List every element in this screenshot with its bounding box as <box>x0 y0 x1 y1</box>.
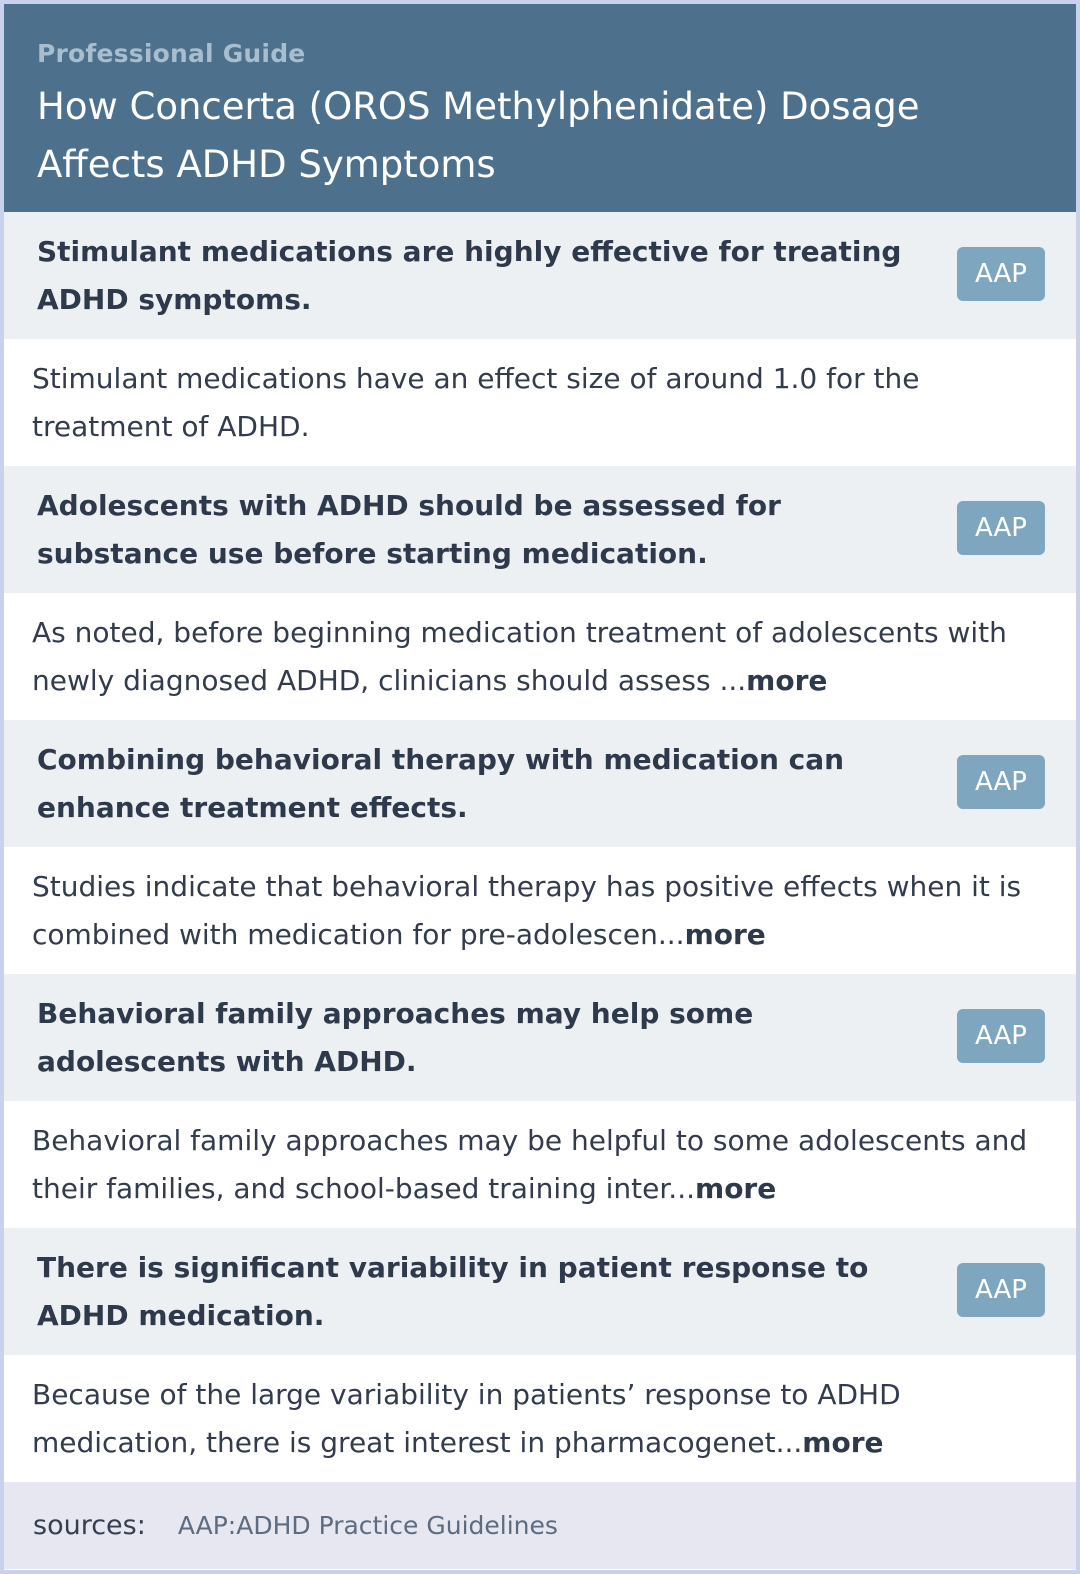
detail-text <box>32 1371 1052 1467</box>
source-badge[interactable]: AAP <box>957 755 1045 809</box>
more-link[interactable]: more <box>684 917 766 951</box>
more-link[interactable]: more <box>746 663 828 697</box>
detail-row <box>4 1355 1076 1482</box>
sources-label: sources: <box>33 1510 146 1541</box>
claim-row <box>4 974 1076 1101</box>
detail-text <box>32 609 1052 705</box>
claim-row <box>4 212 1076 339</box>
sources-footer <box>4 1482 1076 1569</box>
detail-text <box>32 863 1052 959</box>
claim-text: Behavioral family approaches may help some adolescents with ADHD. <box>37 996 754 1078</box>
more-link[interactable]: more <box>802 1425 884 1459</box>
source-link[interactable]: AAP:ADHD Practice Guidelines <box>177 1511 558 1540</box>
detail-body: Because of the large variability in patients’ response to ADHD medication, there is great interest in pharmacogenet... <box>32 1377 901 1459</box>
source-badge[interactable]: AAP <box>957 247 1045 301</box>
claim-text: Stimulant medications are highly effective for treating ADHD symptoms. <box>37 234 902 316</box>
detail-text <box>32 355 1052 451</box>
claim-text: Adolescents with ADHD should be assessed for substance use before starting medication. <box>37 488 781 570</box>
source-badge[interactable]: AAP <box>957 1263 1045 1317</box>
more-link[interactable]: more <box>695 1171 777 1205</box>
claim-row <box>4 1228 1076 1355</box>
detail-row <box>4 847 1076 974</box>
claim-row <box>4 720 1076 847</box>
claim-text: There is significant variability in patient response to ADHD medication. <box>37 1250 869 1332</box>
source-badge[interactable]: AAP <box>957 501 1045 555</box>
detail-body: Studies indicate that behavioral therapy has positive effects when it is combined with medication for pre-adolescen... <box>32 869 1022 951</box>
guide-header <box>4 4 1076 212</box>
detail-text <box>32 1117 1052 1213</box>
detail-row <box>4 1101 1076 1228</box>
source-badge[interactable]: AAP <box>957 1009 1045 1063</box>
detail-row <box>4 593 1076 720</box>
guide-kicker: Professional Guide <box>37 39 306 68</box>
detail-body: Behavioral family approaches may be helpful to some adolescents and their families, and school-based training inter... <box>32 1123 1028 1205</box>
detail-row <box>4 339 1076 466</box>
claim-text: Combining behavioral therapy with medication can enhance treatment effects. <box>37 742 845 824</box>
detail-body: As noted, before beginning medication treatment of adolescents with newly diagnosed ADHD, clinicians should assess ... <box>32 615 1007 697</box>
page-title: How Concerta (OROS Methylphenidate) Dosage Affects ADHD Symptoms <box>37 85 920 186</box>
claim-row <box>4 466 1076 593</box>
detail-body: Stimulant medications have an effect size of around 1.0 for the treatment of ADHD. <box>32 361 920 443</box>
